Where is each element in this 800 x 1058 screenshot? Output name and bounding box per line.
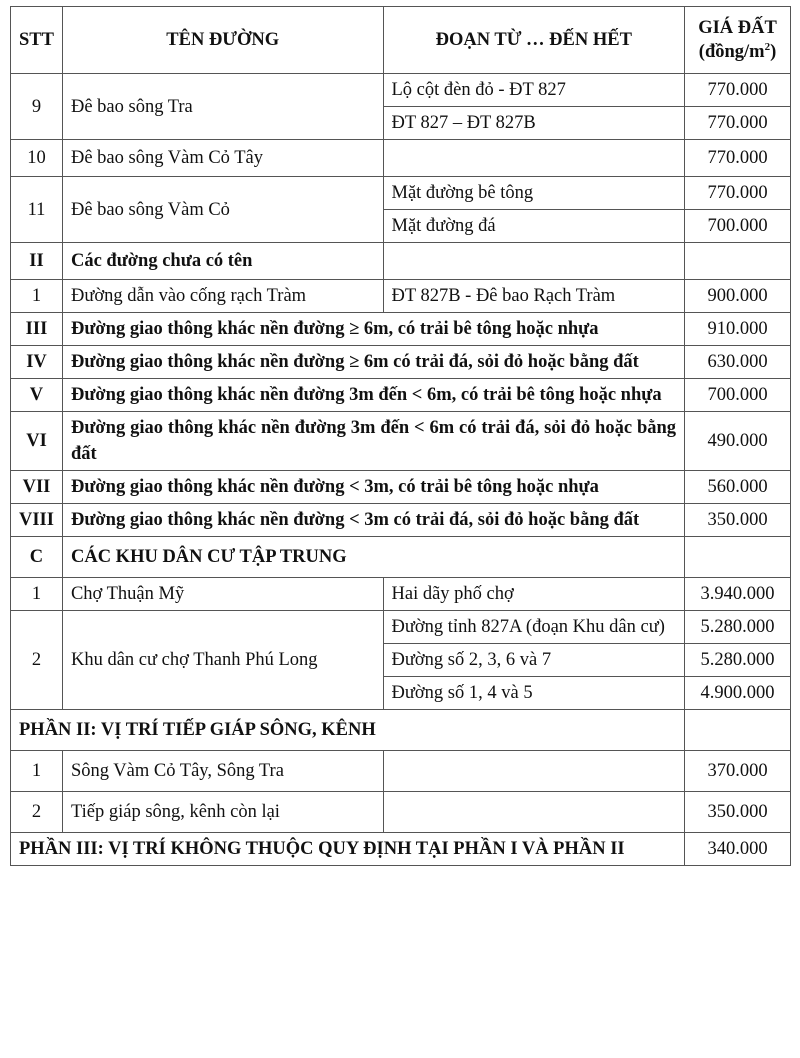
section-price: 350.000 <box>685 504 791 537</box>
section-price: 700.000 <box>685 379 791 412</box>
row-stt: 10 <box>11 140 63 177</box>
row-street-name: Đê bao sông Vàm Cỏ Tây <box>62 140 383 177</box>
row-price: 700.000 <box>685 210 791 243</box>
header-price-unit-sup: 2 <box>764 40 771 53</box>
section-title: Các đường chưa có tên <box>62 243 383 280</box>
row-segment <box>383 792 685 833</box>
part-title: PHẦN III: VỊ TRÍ KHÔNG THUỘC QUY ĐỊNH TẠI PHẦN I VÀ PHẦN II <box>11 833 685 866</box>
section-row <box>11 471 791 504</box>
row-price: 370.000 <box>685 751 791 792</box>
section-price: 910.000 <box>685 313 791 346</box>
row-price: 4.900.000 <box>685 677 791 710</box>
section-stt: V <box>11 379 63 412</box>
row-segment <box>383 140 685 177</box>
table-row <box>11 751 791 792</box>
row-stt: 9 <box>11 74 63 140</box>
row-price: 770.000 <box>685 107 791 140</box>
row-street-name: Sông Vàm Cỏ Tây, Sông Tra <box>62 751 383 792</box>
row-price: 5.280.000 <box>685 644 791 677</box>
part-title: PHẦN II: VỊ TRÍ TIẾP GIÁP SÔNG, KÊNH <box>11 710 685 751</box>
section-row <box>11 504 791 537</box>
header-street-name: TÊN ĐƯỜNG <box>62 7 383 74</box>
header-stt: STT <box>11 7 63 74</box>
row-segment: Đường số 2, 3, 6 và 7 <box>383 644 685 677</box>
row-street-name: Đê bao sông Vàm Cỏ <box>62 177 383 243</box>
section-title: Đường giao thông khác nền đường ≥ 6m, có trải bê tông hoặc nhựa <box>62 313 684 346</box>
row-street-name: Chợ Thuận Mỹ <box>62 578 383 611</box>
section-row <box>11 243 791 280</box>
row-street-name: Đê bao sông Tra <box>62 74 383 140</box>
part-row <box>11 833 791 866</box>
row-stt: 2 <box>11 611 63 710</box>
row-price: 770.000 <box>685 74 791 107</box>
section-price: 490.000 <box>685 412 791 471</box>
land-price-table <box>10 6 791 866</box>
row-price: 900.000 <box>685 280 791 313</box>
section-price: 560.000 <box>685 471 791 504</box>
section-row <box>11 313 791 346</box>
row-segment: Mặt đường bê tông <box>383 177 685 210</box>
row-price: 350.000 <box>685 792 791 833</box>
row-segment: ĐT 827 – ĐT 827B <box>383 107 685 140</box>
row-price: 770.000 <box>685 177 791 210</box>
part-price: 340.000 <box>685 833 791 866</box>
table-header-row <box>11 7 791 74</box>
section-stt: III <box>11 313 63 346</box>
section-row <box>11 537 791 578</box>
row-segment: ĐT 827B - Đê bao Rạch Tràm <box>383 280 685 313</box>
row-segment: Mặt đường đá <box>383 210 685 243</box>
section-title: Đường giao thông khác nền đường 3m đến < 6m có trải đá, sỏi đỏ hoặc bằng đất <box>62 412 684 471</box>
row-street-name: Đường dẫn vào cống rạch Tràm <box>62 280 383 313</box>
row-stt: 1 <box>11 578 63 611</box>
row-stt: 11 <box>11 177 63 243</box>
section-title: Đường giao thông khác nền đường < 3m, có trải bê tông hoặc nhựa <box>62 471 684 504</box>
section-title: Đường giao thông khác nền đường ≥ 6m có trải đá, sỏi đỏ hoặc bằng đất <box>62 346 684 379</box>
table-row <box>11 280 791 313</box>
part-row <box>11 710 791 751</box>
row-price: 5.280.000 <box>685 611 791 644</box>
table-row <box>11 792 791 833</box>
table-row <box>11 140 791 177</box>
row-segment: Đường tỉnh 827A (đoạn Khu dân cư) <box>383 611 685 644</box>
row-street-name: Khu dân cư chợ Thanh Phú Long <box>62 611 383 710</box>
section-price: 630.000 <box>685 346 791 379</box>
table-row <box>11 177 791 210</box>
section-stt: C <box>11 537 63 578</box>
row-stt: 1 <box>11 751 63 792</box>
section-title: CÁC KHU DÂN CƯ TẬP TRUNG <box>62 537 684 578</box>
header-price-line1: GIÁ ĐẤT <box>698 18 777 38</box>
table-row <box>11 611 791 644</box>
header-segment: ĐOẠN TỪ … ĐẾN HẾT <box>383 7 685 74</box>
row-stt: 2 <box>11 792 63 833</box>
row-price: 3.940.000 <box>685 578 791 611</box>
table-row <box>11 578 791 611</box>
section-row <box>11 379 791 412</box>
section-price <box>685 537 791 578</box>
part-price <box>685 710 791 751</box>
section-title: Đường giao thông khác nền đường < 3m có trải đá, sỏi đỏ hoặc bằng đất <box>62 504 684 537</box>
section-stt: VI <box>11 412 63 471</box>
row-price: 770.000 <box>685 140 791 177</box>
header-price-unit: (đồng/m <box>698 42 765 62</box>
row-segment <box>383 243 685 280</box>
section-row <box>11 412 791 471</box>
section-stt: II <box>11 243 63 280</box>
row-segment: Lộ cột đèn đỏ - ĐT 827 <box>383 74 685 107</box>
header-price-unit-close: ) <box>770 42 777 62</box>
table-row <box>11 74 791 107</box>
row-segment <box>383 751 685 792</box>
row-price <box>685 243 791 280</box>
row-segment: Hai dãy phố chợ <box>383 578 685 611</box>
section-title: Đường giao thông khác nền đường 3m đến < 6m, có trải bê tông hoặc nhựa <box>62 379 684 412</box>
section-stt: VIII <box>11 504 63 537</box>
section-stt: VII <box>11 471 63 504</box>
section-row <box>11 346 791 379</box>
row-segment: Đường số 1, 4 và 5 <box>383 677 685 710</box>
row-street-name: Tiếp giáp sông, kênh còn lại <box>62 792 383 833</box>
section-stt: IV <box>11 346 63 379</box>
row-stt: 1 <box>11 280 63 313</box>
header-land-price <box>685 7 791 74</box>
